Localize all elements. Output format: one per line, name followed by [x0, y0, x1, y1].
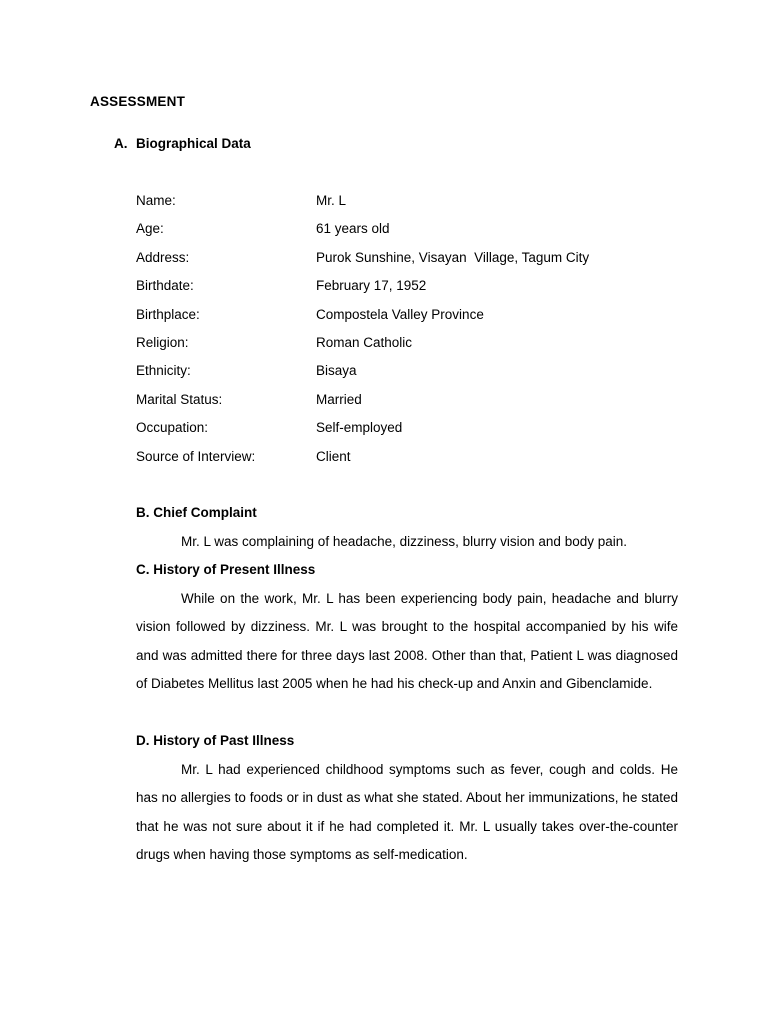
- document-title: ASSESSMENT: [90, 94, 186, 109]
- section-b-heading: B. Chief Complaint: [136, 505, 257, 520]
- bio-label: Ethnicity:: [136, 363, 191, 379]
- section-c-heading: C. History of Present Illness: [136, 562, 316, 577]
- bio-row-occupation: [136, 419, 696, 447]
- section-a-heading: [114, 136, 251, 151]
- bio-row-age: [136, 220, 696, 248]
- section-history-present-illness: [136, 556, 678, 699]
- bio-value: Mr. L: [316, 193, 347, 208]
- section-a-title: Biographical Data: [136, 136, 251, 151]
- bio-label: Religion:: [136, 334, 189, 350]
- bio-row-ethnicity: [136, 362, 696, 390]
- bio-row-religion: [136, 334, 696, 362]
- bio-row-source-of-interview: [136, 448, 696, 476]
- bio-label: Birthdate:: [136, 278, 194, 294]
- section-b-paragraph: Mr. L was complaining of headache, dizziness, blurry vision and body pain.: [181, 533, 627, 549]
- bio-value: Client: [316, 448, 351, 464]
- bio-row-name: [136, 192, 696, 220]
- bio-value: Purok Sunshine, Visayan Village, Tagum City: [316, 249, 590, 265]
- bio-label: Age:: [136, 221, 164, 237]
- bio-row-address: [136, 249, 696, 277]
- bio-label: Occupation:: [136, 420, 209, 436]
- bio-label: Birthplace:: [136, 306, 200, 322]
- bio-value: Bisaya: [316, 363, 357, 379]
- bio-row-marital-status: [136, 391, 696, 419]
- biographical-data-table: [136, 192, 696, 476]
- section-chief-complaint: [136, 499, 678, 556]
- section-history-past-illness: [136, 727, 678, 870]
- section-c-paragraph: While on the work, Mr. L has been experiencing body pain, headache and blurry vision followed by dizziness. Mr. L was brought to the hospital accompanied by his wife and was admitted there for three days last 2008. Other than that, Patient L was diagnosed of Diabetes Mellitus last 2005 when he had his check-up and Anxin and Gibenclamide.: [136, 590, 678, 691]
- bio-value: Self-employed: [316, 420, 403, 436]
- section-d-heading: D. History of Past Illness: [136, 733, 295, 748]
- bio-label: Name:: [136, 193, 176, 208]
- bio-row-birthdate: [136, 277, 696, 305]
- bio-value: February 17, 1952: [316, 278, 427, 294]
- bio-label: Source of Interview:: [136, 448, 256, 464]
- bio-value: Married: [316, 391, 362, 407]
- section-a-number: A.: [114, 136, 128, 151]
- bio-label: Address:: [136, 249, 190, 265]
- section-d-paragraph: Mr. L had experienced childhood symptoms such as fever, cough and colds. He has no allergies to foods or in dust as what she stated. About her immunizations, he stated that he was not sure about it if he had completed it. Mr. L usually takes over-the-counter drugs when having those symptoms as self-medication.: [136, 761, 678, 862]
- bio-value: Roman Catholic: [316, 334, 413, 350]
- bio-value: Compostela Valley Province: [316, 306, 484, 322]
- bio-label: Marital Status:: [136, 391, 223, 407]
- bio-value: 61 years old: [316, 221, 390, 237]
- bio-row-birthplace: [136, 306, 696, 334]
